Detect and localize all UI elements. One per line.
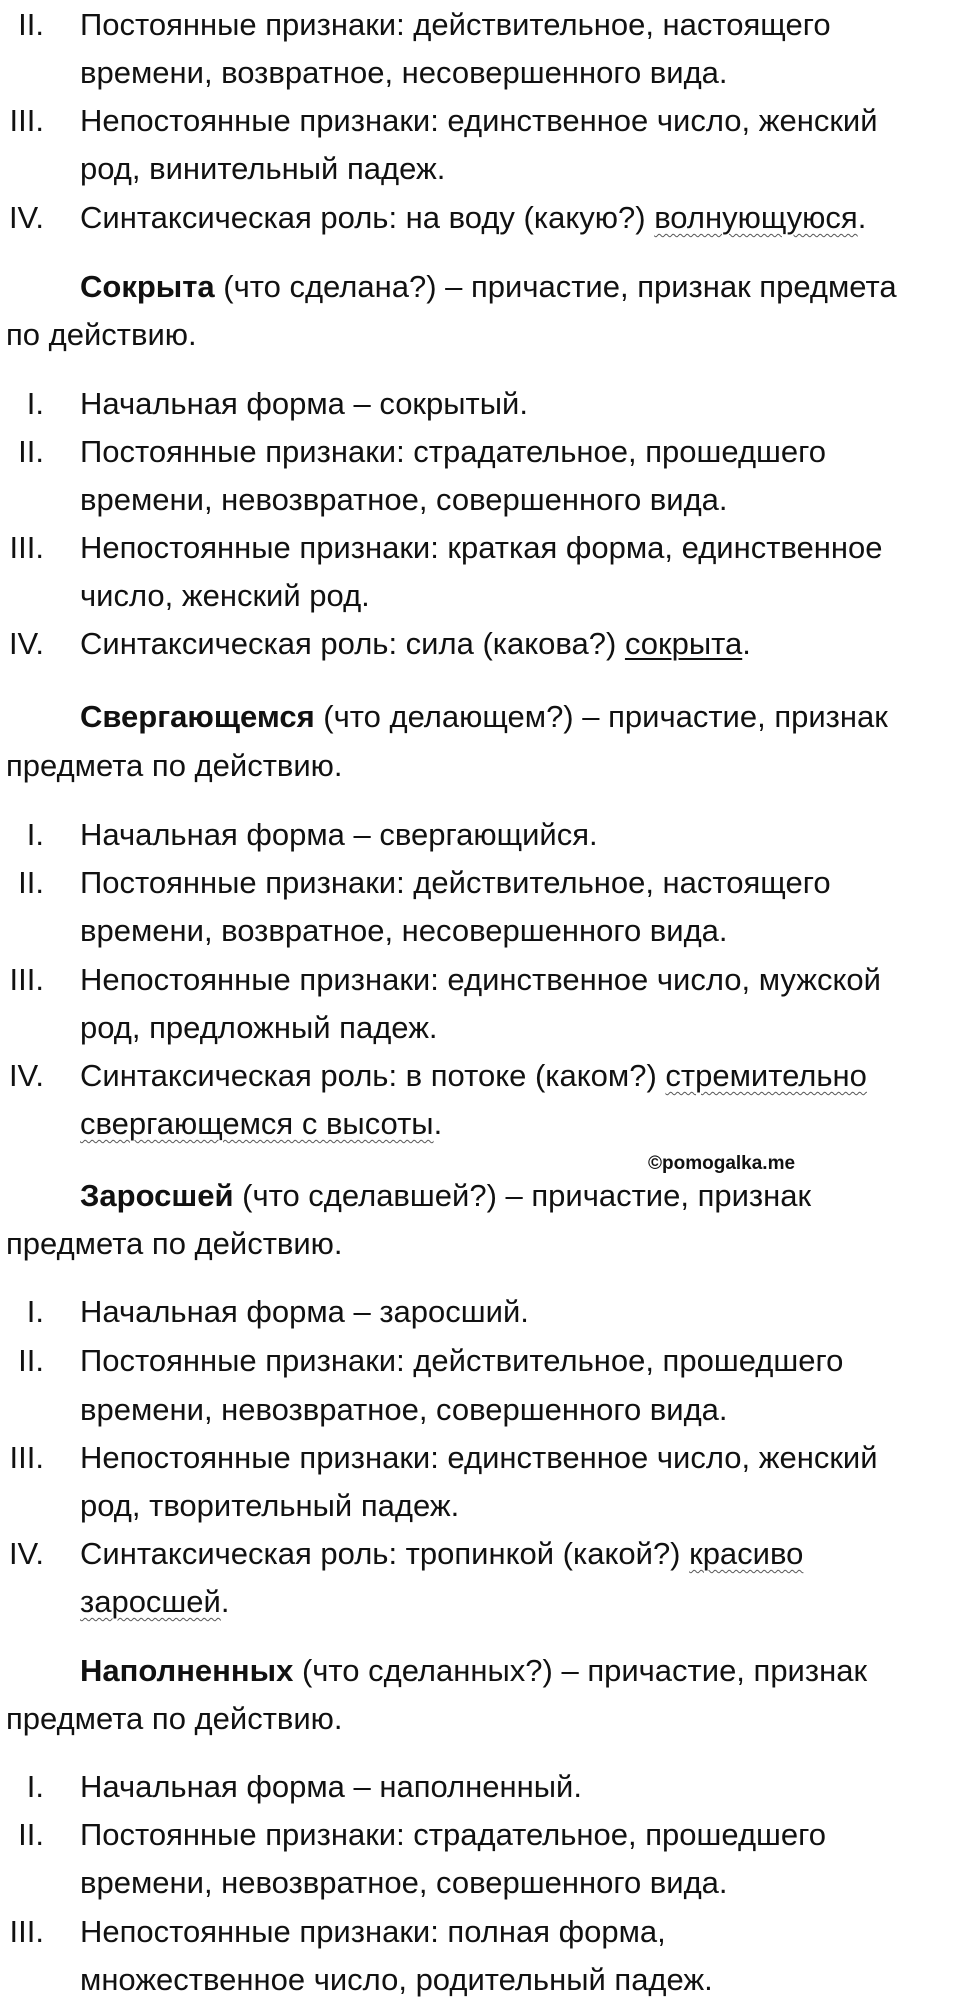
list-item-text: Непостоянные признаки: краткая форма, единственное xyxy=(80,530,883,565)
list-item-text: Постоянные признаки: страдательное, прошедшего xyxy=(80,434,827,469)
list-item-text: Постоянные признаки: страдательное, прошедшего xyxy=(80,1817,827,1852)
list-item-text: Начальная форма – наполненный. xyxy=(80,1769,582,1804)
list-item-text: Синтаксическая роль: в потоке (каком?) xyxy=(80,1058,666,1093)
syntax-role-line xyxy=(80,1056,867,1096)
syntax-role-line xyxy=(80,1534,803,1574)
list-numeral: III. xyxy=(9,1914,44,1949)
list-item-text: Непостоянные признаки: полная форма, xyxy=(80,1914,666,1949)
list-numeral: IV. xyxy=(8,1536,44,1571)
list-item-text: Начальная форма – заросший. xyxy=(80,1294,529,1329)
list-item-text: Непостоянные признаки: единственное число, мужской xyxy=(80,962,881,997)
heading-text: (что сделавшей?) – причастие, признак xyxy=(233,1178,812,1213)
list-item-text: Постоянные признаки: действительное, настоящего xyxy=(80,865,831,900)
list-item-text: Непостоянные признаки: единственное число, женский xyxy=(80,1440,878,1475)
syntax-role-line xyxy=(80,198,866,238)
underlined-word: свергающемся с высоты xyxy=(80,1106,434,1141)
list-item-text: род, предложный падеж. xyxy=(80,1010,438,1045)
list-item-text: Синтаксическая роль: сила (какова?) xyxy=(80,626,625,661)
list-item-text: род, творительный падеж. xyxy=(80,1488,460,1523)
list-item-text: времени, невозвратное, совершенного вида. xyxy=(80,1392,728,1427)
list-item-text: род, винительный падеж. xyxy=(80,151,446,186)
list-numeral: II. xyxy=(18,7,44,42)
list-item-text: Синтаксическая роль: тропинкой (какой?) xyxy=(80,1536,690,1571)
list-numeral: II. xyxy=(18,865,44,900)
heading-text: (что сделана?) – причастие, признак предмета xyxy=(214,269,897,304)
heading-text: предмета по действию. xyxy=(6,1701,343,1736)
syntax-role-line xyxy=(80,624,751,664)
list-item-text: Начальная форма – сокрытый. xyxy=(80,386,528,421)
list-numeral: IV. xyxy=(8,200,44,235)
participle-heading xyxy=(80,1176,811,1216)
list-numeral: IV. xyxy=(8,1058,44,1093)
list-item-text: Начальная форма – свергающийся. xyxy=(80,817,598,852)
list-item-text: множественное число, родительный падеж. xyxy=(80,1962,713,1997)
list-numeral: III. xyxy=(9,962,44,997)
punctuation: . xyxy=(742,626,751,661)
list-numeral: III. xyxy=(9,530,44,565)
list-item-text: времени, возвратное, несовершенного вида. xyxy=(80,55,728,90)
participle-heading xyxy=(80,697,888,737)
heading-text: (что сделанных?) – причастие, признак xyxy=(293,1653,868,1688)
list-numeral: IV. xyxy=(8,626,44,661)
list-item-text: Постоянные признаки: действительное, прошедшего xyxy=(80,1343,844,1378)
participle-word: Сокрыта xyxy=(80,269,215,304)
list-item-text: времени, невозвратное, совершенного вида. xyxy=(80,482,728,517)
heading-text: предмета по действию. xyxy=(6,1226,343,1261)
list-item-text: Синтаксическая роль: на воду (какую?) xyxy=(80,200,655,235)
participle-word: Свергающемся xyxy=(80,699,315,734)
list-item-text: времени, возвратное, несовершенного вида. xyxy=(80,913,728,948)
list-numeral: III. xyxy=(9,1440,44,1475)
participle-word: Заросшей xyxy=(80,1178,234,1213)
watermark-text: ©pomogalka.me xyxy=(648,1153,796,1174)
heading-text: предмета по действию. xyxy=(6,748,343,783)
list-item-text: Постоянные признаки: действительное, настоящего xyxy=(80,7,831,42)
punctuation: . xyxy=(857,200,867,235)
list-numeral: II. xyxy=(18,434,44,469)
participle-heading xyxy=(80,267,897,307)
list-numeral: I. xyxy=(26,1294,44,1329)
underlined-word: стремительно xyxy=(665,1058,867,1093)
punctuation: . xyxy=(433,1106,443,1141)
list-numeral: II. xyxy=(18,1343,44,1378)
list-numeral: II. xyxy=(18,1817,44,1852)
underlined-word: заросшей xyxy=(80,1584,221,1619)
list-item-text: времени, невозвратное, совершенного вида. xyxy=(80,1865,728,1900)
syntax-role-continuation xyxy=(80,1104,442,1144)
list-numeral: I. xyxy=(26,817,44,852)
participle-heading xyxy=(80,1651,867,1691)
heading-text: (что делающем?) – причастие, признак xyxy=(314,699,888,734)
punctuation: . xyxy=(220,1584,230,1619)
participle-word: Наполненных xyxy=(80,1653,294,1688)
heading-text: по действию. xyxy=(6,317,197,352)
list-item-text: Непостоянные признаки: единственное число, женский xyxy=(80,103,878,138)
list-item-text: число, женский род. xyxy=(80,578,370,613)
list-numeral: I. xyxy=(26,386,44,421)
syntax-role-continuation xyxy=(80,1582,230,1622)
underlined-word: сокрыта xyxy=(624,626,743,661)
underlined-word: волнующуюся xyxy=(654,200,858,235)
underlined-word: красиво xyxy=(689,1536,804,1571)
list-numeral: I. xyxy=(26,1769,44,1804)
list-numeral: III. xyxy=(9,103,44,138)
